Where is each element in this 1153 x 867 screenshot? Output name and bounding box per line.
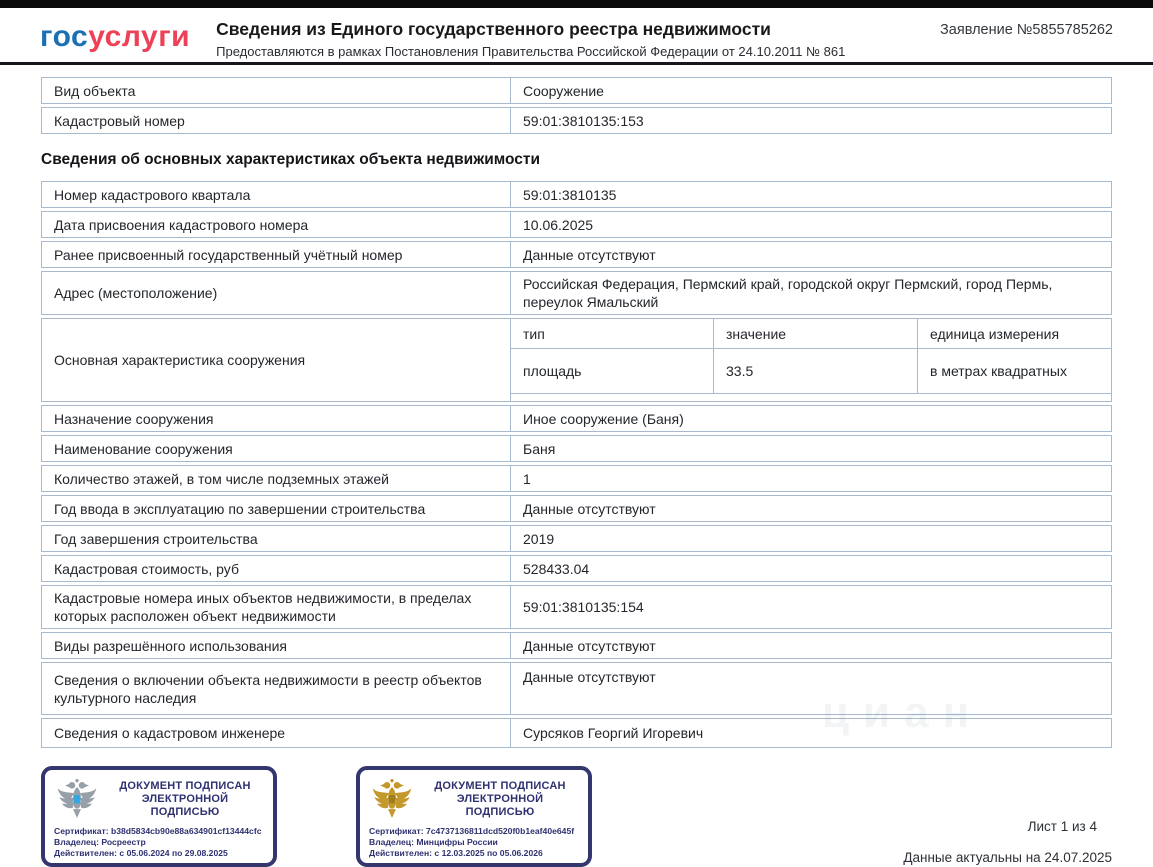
details-table	[41, 181, 1112, 748]
characteristic-col-type: тип	[511, 319, 714, 348]
table-row-main-characteristic	[41, 318, 1112, 402]
characteristic-unit: в метрах квадратных	[930, 363, 1067, 379]
row-label: Назначение сооружения	[42, 406, 511, 431]
row-value: 59:01:3810135	[523, 186, 617, 203]
stamp-title: ДОКУМЕНТ ПОДПИСАН ЭЛЕКТРОННОЙ ПОДПИСЬЮ	[434, 779, 566, 818]
document-title: Сведения из Единого государственного реестра недвижимости	[216, 19, 771, 39]
row-value: 59:01:3810135:153	[523, 112, 644, 129]
stamp-details	[369, 826, 579, 859]
row-label: Виды разрешённого использования	[42, 633, 511, 658]
characteristic-col-unit: единица измерения	[930, 325, 1060, 342]
row-label: Адрес (местоположение)	[42, 272, 511, 314]
double-eagle-icon	[54, 776, 100, 822]
page-info	[592, 766, 1112, 867]
table-row	[41, 495, 1112, 522]
section-heading: Сведения об основных характеристиках объекта недвижимости	[41, 151, 540, 168]
characteristic-value: 33.5	[714, 349, 918, 393]
row-value: 59:01:3810135:154	[523, 599, 644, 615]
row-value: 1	[523, 470, 531, 487]
stamp-validity: Действителен: с 05.06.2024 по 29.08.2025	[54, 848, 228, 858]
table-row	[41, 181, 1112, 208]
row-value: Данные отсутствуют	[523, 246, 656, 263]
row-label: Номер кадастрового квартала	[42, 182, 511, 207]
stamp-title: ДОКУМЕНТ ПОДПИСАН ЭЛЕКТРОННОЙ ПОДПИСЬЮ	[119, 779, 251, 818]
characteristic-type: площадь	[511, 349, 714, 393]
document-header	[0, 8, 1153, 62]
row-label: Дата присвоения кадастрового номера	[42, 212, 511, 237]
row-label: Год завершения строительства	[42, 526, 511, 551]
table-row	[41, 77, 1112, 104]
row-label: Сведения о кадастровом инженере	[42, 719, 511, 747]
signatures-footer	[0, 766, 1153, 867]
logo-part-uslugi: услуги	[88, 20, 191, 53]
table-row	[41, 405, 1112, 432]
row-label: Кадастровые номера иных объектов недвижимости, в пределах которых расположен объект недвижимости	[42, 586, 511, 628]
stamp-owner: Владелец: Росреестр	[54, 837, 146, 847]
row-value: 2019	[523, 530, 555, 547]
sheet-number: Лист 1 из 4	[1027, 819, 1097, 834]
row-value: Сооружение	[523, 82, 604, 99]
row-value: 10.06.2025	[523, 216, 594, 233]
double-eagle-icon	[369, 776, 415, 822]
row-value: Российская Федерация, Пермский край, городской округ Пермский, город Пермь, переулок Ямальский	[523, 276, 1053, 310]
table-row	[41, 465, 1112, 492]
row-label: Вид объекта	[42, 78, 511, 103]
table-row-address	[41, 271, 1112, 315]
application-number: Заявление №5855785262	[940, 22, 1113, 38]
row-value: Сурсяков Георгий Игоревич	[523, 725, 704, 741]
table-row	[41, 632, 1112, 659]
object-summary-table	[41, 77, 1112, 134]
characteristic-header-row	[511, 319, 1111, 349]
row-value: Баня	[523, 440, 556, 457]
row-value: Данные отсутствуют	[523, 637, 656, 654]
row-label: Основная характеристика сооружения	[42, 319, 511, 401]
row-label: Кадастровая стоимость, руб	[42, 556, 511, 581]
table-row	[41, 718, 1112, 748]
row-value: Иное сооружение (Баня)	[523, 410, 684, 427]
row-value: 528433.04	[523, 560, 590, 577]
table-row	[41, 662, 1112, 715]
stamp-header	[369, 776, 579, 822]
signature-stamp-mincifry	[356, 766, 592, 867]
stamp-validity: Действителен: с 12.03.2025 по 05.06.2026	[369, 848, 543, 858]
row-label: Количество этажей, в том числе подземных этажей	[42, 466, 511, 491]
stamp-owner: Владелец: Минцифры России	[369, 837, 498, 847]
logo-part-gos: гос	[40, 20, 89, 53]
header-divider	[0, 62, 1153, 65]
row-value: Данные отсутствуют	[523, 669, 656, 685]
table-row	[41, 555, 1112, 582]
table-row	[41, 211, 1112, 238]
table-row	[41, 525, 1112, 552]
stamp-certificate: Сертификат: 7c4737136811dcd520f0b1eaf40e645f	[369, 826, 575, 836]
signature-stamp-rosreestr	[41, 766, 277, 867]
stamp-certificate: Сертификат: b38d5834cb90e88a634901cf13444cfc	[54, 826, 262, 836]
row-label: Год ввода в эксплуатацию по завершении строительства	[42, 496, 511, 521]
table-row	[41, 241, 1112, 268]
data-actual-date: Данные актуальны на 24.07.2025	[903, 850, 1112, 865]
row-label: Сведения о включении объекта недвижимости в реестр объектов культурного наследия	[42, 663, 511, 714]
characteristic-grid	[511, 319, 1111, 401]
row-value: Данные отсутствуют	[523, 500, 656, 517]
header-titles	[216, 18, 845, 59]
stamp-header	[54, 776, 264, 822]
characteristic-col-value: значение	[714, 319, 918, 348]
row-label: Кадастровый номер	[42, 108, 511, 133]
row-label: Наименование сооружения	[42, 436, 511, 461]
characteristic-value-row	[511, 349, 1111, 394]
table-row	[41, 585, 1112, 629]
stamp-details	[54, 826, 264, 859]
document-body	[0, 77, 1153, 748]
gosuslugi-logo	[40, 20, 190, 54]
table-row	[41, 107, 1112, 134]
document-subtitle: Предоставляются в рамках Постановления Правительства Российской Федерации от 24.10.2011 № 861	[216, 44, 846, 59]
top-bar	[0, 0, 1153, 8]
table-row	[41, 435, 1112, 462]
row-label: Ранее присвоенный государственный учётный номер	[42, 242, 511, 267]
